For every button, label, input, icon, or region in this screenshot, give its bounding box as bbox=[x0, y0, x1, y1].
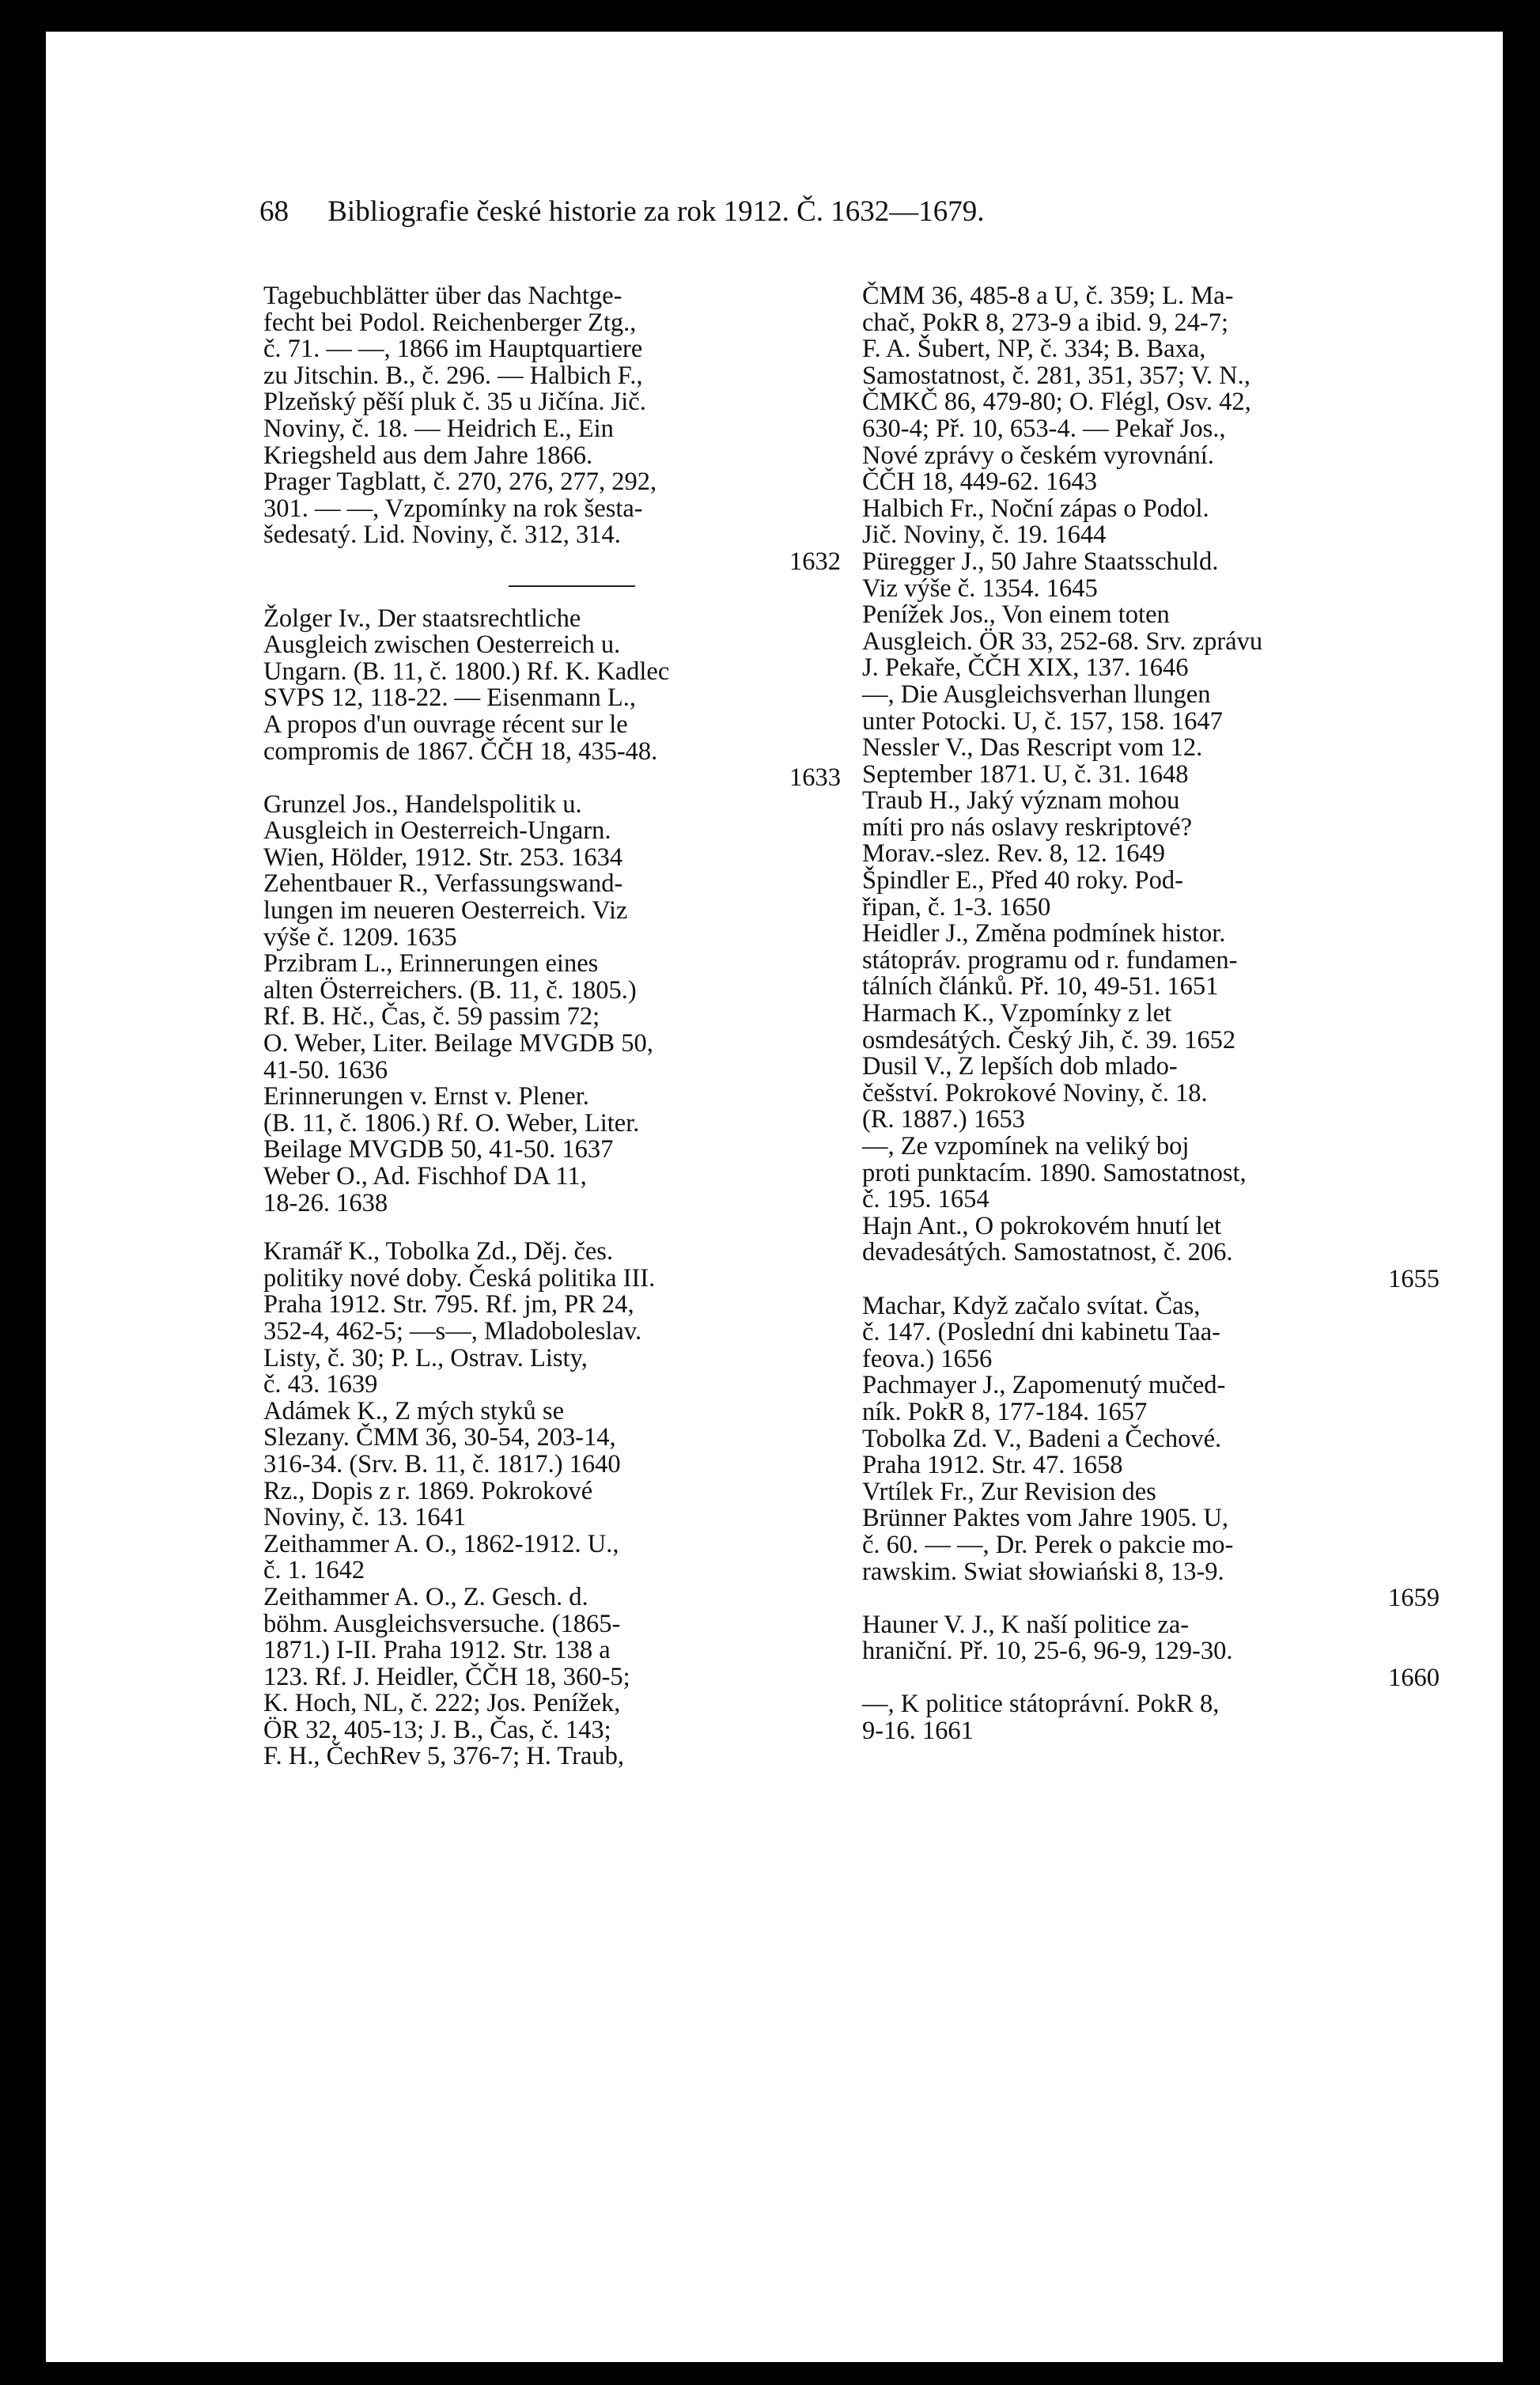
entry-number: 1655 bbox=[1388, 1264, 1440, 1293]
text-line: Ausgleich zwischen Oesterreich u. bbox=[263, 630, 621, 660]
text-line: Samostatnost, č. 281, 351, 357; V. N., bbox=[862, 361, 1251, 390]
text-line: Tobolka Zd. V., Badeni a Čechové. bbox=[862, 1424, 1222, 1453]
text-line: 352-4, 462-5; —s—, Mladoboleslav. bbox=[263, 1316, 642, 1346]
text-line: osmdesátých. Český Jih, č. 39. 1652 bbox=[862, 1025, 1236, 1054]
text-line: J. Pekaře, ČČH XIX, 137. 1646 bbox=[862, 653, 1189, 683]
text-line: O. Weber, Liter. Beilage MVGDB 50, bbox=[263, 1029, 653, 1058]
text-line: Püregger J., 50 Jahre Staatsschuld. bbox=[862, 547, 1219, 576]
text-line: ÖR 32, 405-13; J. B., Čas, č. 143; bbox=[263, 1715, 611, 1744]
text-line: Hajn Ant., O pokrokovém hnutí let bbox=[862, 1211, 1222, 1240]
text-line: politiky nové doby. Česká politika III. bbox=[263, 1263, 656, 1293]
text-line: fecht bei Podol. Reichenberger Ztg., bbox=[263, 308, 637, 337]
text-line: 1871.) I-II. Praha 1912. Str. 138 a bbox=[263, 1636, 611, 1665]
text-line: zu Jitschin. B., č. 296. — Halbich F., bbox=[263, 361, 643, 390]
text-line: Zeithammer A. O., 1862-1912. U., bbox=[263, 1529, 619, 1558]
text-line: 123. Rf. J. Heidler, ČČH 18, 360-5; bbox=[263, 1662, 630, 1691]
text-line: Jič. Noviny, č. 19. 1644 bbox=[862, 521, 1107, 550]
text-line: Nessler V., Das Rescript vom 12. bbox=[862, 733, 1203, 763]
text-line: F. A. Šubert, NP, č. 334; B. Baxa, bbox=[862, 335, 1206, 364]
text-line: č. 147. (Poslední dni kabinetu Taa- bbox=[862, 1318, 1220, 1347]
text-line: č. 195. 1654 bbox=[862, 1185, 989, 1214]
text-line: výše č. 1209. 1635 bbox=[263, 922, 457, 952]
text-line: Žolger Iv., Der staatsrechtliche bbox=[263, 604, 581, 633]
text-line: unter Potocki. U, č. 157, 158. 1647 bbox=[862, 706, 1223, 736]
text-line: Morav.-slez. Rev. 8, 12. 1649 bbox=[862, 839, 1166, 869]
section-gap bbox=[263, 1217, 841, 1239]
text-line: Listy, č. 30; P. L., Ostrav. Listy, bbox=[263, 1343, 588, 1372]
text-line: č. 1. 1642 bbox=[263, 1556, 365, 1585]
text-line: Weber O., Ad. Fischhof DA 11, bbox=[263, 1162, 587, 1191]
text-line: 316-34. (Srv. B. 11, č. 1817.) 1640 bbox=[263, 1449, 621, 1478]
entry-number: 1632 bbox=[789, 547, 841, 576]
text-line: č. 43. 1639 bbox=[263, 1370, 378, 1399]
text-line: Hauner V. J., K naší politice za- bbox=[862, 1610, 1190, 1639]
text-line: 630-4; Př. 10, 653-4. — Pekař Jos., bbox=[862, 414, 1226, 443]
text-line: Dusil V., Z lepších dob mlado- bbox=[862, 1052, 1178, 1081]
text-line: Halbich Fr., Noční zápas o Podol. bbox=[862, 494, 1209, 523]
text-line: Noviny, č. 13. 1641 bbox=[263, 1503, 467, 1532]
text-line: ČMKČ 86, 479-80; O. Flégl, Osv. 42, bbox=[862, 388, 1251, 417]
text-line: chač, PokR 8, 273-9 a ibid. 9, 24-7; bbox=[862, 308, 1229, 337]
running-title: Bibliografie české historie za rok 1912. Č. 1632—1679. bbox=[327, 195, 985, 228]
text-line: Viz výše č. 1354. 1645 bbox=[862, 574, 1098, 603]
text-line: lungen im neueren Oesterreich. Viz bbox=[263, 896, 628, 926]
text-line: řipan, č. 1-3. 1650 bbox=[862, 892, 1051, 922]
text-line: Machar, Když začalo svítat. Čas, bbox=[862, 1291, 1201, 1320]
text-line: rawskim. Swiat słowiański 8, 13-9. bbox=[862, 1557, 1224, 1586]
text-line: Tagebuchblätter über das Nachtge- bbox=[263, 282, 622, 310]
text-line: Kramář K., Tobolka Zd., Děj. čes. bbox=[263, 1237, 614, 1266]
left-column bbox=[263, 283, 841, 1770]
text-line: míti pro nás oslavy reskriptové? bbox=[862, 812, 1192, 842]
text-line: Prager Tagblatt, č. 270, 276, 277, 292, bbox=[263, 468, 657, 497]
text-line: 301. — —, Vzpomínky na rok šesta- bbox=[263, 494, 643, 523]
text-line: Noviny, č. 18. — Heidrich E., Ein bbox=[263, 414, 614, 443]
right-column bbox=[862, 283, 1440, 1745]
text-line: —, Die Ausgleichsverhan llungen bbox=[862, 680, 1211, 709]
text-line: tálních článků. Př. 10, 49-51. 1651 bbox=[862, 972, 1219, 1001]
entry-number: 1660 bbox=[1388, 1663, 1440, 1692]
entry-number: 1659 bbox=[1388, 1584, 1440, 1613]
text-line: compromis de 1867. ČČH 18, 435-48. bbox=[263, 736, 658, 766]
page-number: 68 bbox=[259, 195, 289, 228]
text-line: č. 60. — —, Dr. Perek o pakcie mo- bbox=[862, 1530, 1234, 1559]
text-line: K. Hoch, NL, č. 222; Jos. Penížek, bbox=[263, 1689, 621, 1718]
text-line: SVPS 12, 118-22. — Eisenmann L., bbox=[263, 683, 636, 713]
text-line: böhm. Ausgleichsversuche. (1865- bbox=[263, 1609, 621, 1638]
text-line: Traub H., Jaký význam mohou bbox=[862, 786, 1180, 816]
text-line: č. 71. — —, 1866 im Hauptquartiere bbox=[263, 335, 643, 364]
text-line: (B. 11, č. 1806.) Rf. O. Weber, Liter. bbox=[263, 1108, 640, 1138]
text-line: Ausgleich. ÖR 33, 252-68. Srv. zprávu bbox=[862, 627, 1263, 656]
text-line: Beilage MVGDB 50, 41-50. 1637 bbox=[263, 1135, 614, 1164]
text-line: Vrtílek Fr., Zur Revision des bbox=[862, 1477, 1156, 1506]
text-line: Ungarn. (B. 11, č. 1800.) Rf. K. Kadlec bbox=[263, 657, 670, 686]
text-line: Špindler E., Před 40 roky. Pod- bbox=[862, 866, 1183, 895]
text-line: ČMM 36, 485-8 a U, č. 359; L. Ma- bbox=[862, 282, 1234, 310]
text-line: šedesatý. Lid. Noviny, č. 312, 314. bbox=[263, 521, 621, 550]
text-line: Grunzel Jos., Handelspolitik u. bbox=[263, 789, 582, 819]
text-line: Slezany. ČMM 36, 30-54, 203-14, bbox=[263, 1423, 616, 1452]
text-line: Rz., Dopis z r. 1869. Pokrokové bbox=[263, 1476, 593, 1505]
text-line: 41-50. 1636 bbox=[263, 1055, 388, 1085]
text-line: (R. 1887.) 1653 bbox=[862, 1105, 1025, 1134]
entry-number: 1633 bbox=[789, 763, 841, 793]
text-line: Pachmayer J., Zapomenutý mučed- bbox=[862, 1371, 1226, 1400]
text-line: F. H., ČechRev 5, 376-7; H. Traub, bbox=[263, 1742, 625, 1771]
text-line: A propos d'un ouvrage récent sur le bbox=[263, 710, 628, 739]
page-header bbox=[259, 195, 985, 229]
text-line: alten Österreichers. (B. 11, č. 1805.) bbox=[263, 975, 637, 1005]
text-line: —, K politice státoprávní. PokR 8, bbox=[862, 1690, 1220, 1719]
section-divider bbox=[509, 585, 635, 587]
text-line: ník. PokR 8, 177-184. 1657 bbox=[862, 1397, 1148, 1426]
text-line: Heidler J., Změna podmínek histor. bbox=[862, 919, 1226, 948]
text-line: státopráv. programu od r. fundamen- bbox=[862, 945, 1238, 975]
book-page bbox=[46, 32, 1503, 2362]
text-line: Plzeňský pěší pluk č. 35 u Jičína. Jič. bbox=[263, 388, 646, 417]
text-line: Wien, Hölder, 1912. Str. 253. 1634 bbox=[263, 842, 623, 872]
text-line: Praha 1912. Str. 47. 1658 bbox=[862, 1451, 1123, 1480]
text-line: feova.) 1656 bbox=[862, 1344, 993, 1373]
text-line: 18-26. 1638 bbox=[263, 1188, 388, 1217]
text-line: September 1871. U, č. 31. 1648 bbox=[862, 759, 1189, 789]
text-line: Kriegsheld aus dem Jahre 1866. bbox=[263, 441, 593, 470]
text-line: hraniční. Př. 10, 25-6, 96-9, 129-30. bbox=[862, 1637, 1233, 1666]
text-line: Harmach K., Vzpomínky z let bbox=[862, 999, 1172, 1028]
text-line: Zehentbauer R., Verfassungswand- bbox=[263, 869, 623, 899]
text-line: Penížek Jos., Von einem toten bbox=[862, 600, 1170, 630]
text-line: Rf. B. Hč., Čas, č. 59 passim 72; bbox=[263, 1002, 600, 1032]
text-line: Przibram L., Erinnerungen eines bbox=[263, 949, 599, 979]
text-line: Praha 1912. Str. 795. Rf. jm, PR 24, bbox=[263, 1290, 634, 1319]
text-line: Nové zprávy o českém vyrovnání. bbox=[862, 441, 1214, 470]
text-line: —, Ze vzpomínek na veliký boj bbox=[862, 1132, 1190, 1160]
text-line: 9-16. 1661 bbox=[862, 1717, 974, 1746]
text-line: Ausgleich in Oesterreich-Ungarn. bbox=[263, 816, 611, 846]
text-line: Erinnerungen v. Ernst v. Plener. bbox=[263, 1082, 589, 1111]
text-line: ČČH 18, 449-62. 1643 bbox=[862, 468, 1098, 497]
text-line: proti punktacím. 1890. Samostatnost, bbox=[862, 1158, 1247, 1187]
text-line: Adámek K., Z mých styků se bbox=[263, 1396, 565, 1425]
text-line: češství. Pokrokové Noviny, č. 18. bbox=[862, 1078, 1208, 1107]
text-line: devadesátých. Samostatnost, č. 206. bbox=[862, 1238, 1233, 1267]
text-line: Brünner Paktes vom Jahre 1905. U, bbox=[862, 1504, 1229, 1533]
text-line: Zeithammer A. O., Z. Gesch. d. bbox=[263, 1582, 588, 1611]
